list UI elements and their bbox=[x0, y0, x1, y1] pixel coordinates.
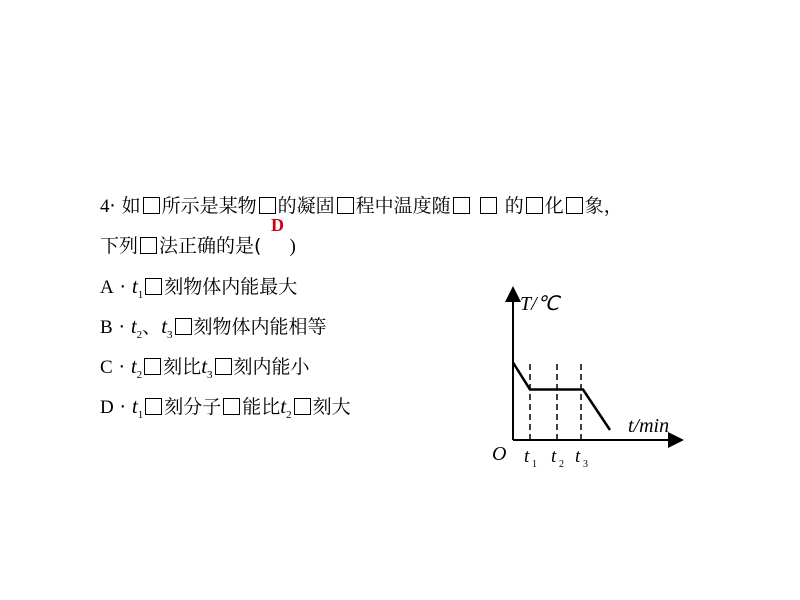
missing-char-box bbox=[223, 398, 240, 415]
missing-char-box bbox=[259, 197, 276, 214]
missing-char-box bbox=[145, 398, 162, 415]
y-axis-label: T/℃ bbox=[520, 293, 560, 315]
tick-label-t3: t bbox=[575, 446, 581, 467]
missing-char-box bbox=[143, 197, 160, 214]
missing-char-box bbox=[294, 398, 311, 415]
missing-char-box bbox=[526, 197, 543, 214]
missing-char-box bbox=[453, 197, 470, 214]
tick-labels bbox=[524, 446, 588, 470]
option-b: $B \cdot t_2$、$t_3$ 刻物体内能相等 bbox=[100, 314, 327, 341]
missing-char-box bbox=[140, 237, 157, 254]
option-d: $D \cdot t_1$ 刻分子 能比$t_2$ 刻大 bbox=[100, 394, 351, 421]
option-a: $A \cdot t_1$ 刻物体内能最大 bbox=[100, 274, 298, 301]
tick-sub-t2: 2 bbox=[559, 459, 564, 470]
missing-char-box bbox=[215, 358, 232, 375]
missing-char-box bbox=[337, 197, 354, 214]
origin-label: O bbox=[492, 443, 507, 465]
tick-sub-t3: 3 bbox=[583, 459, 588, 470]
option-c: $C \cdot t_2$ 刻比$t_3$ 刻内能小 bbox=[100, 354, 310, 381]
question-line-1: 4· 如 所示是某物 的凝固 程中温度随 的 化 象， bbox=[100, 195, 623, 217]
missing-char-box bbox=[480, 197, 497, 214]
missing-char-box bbox=[144, 358, 161, 375]
question-number: 4 bbox=[100, 196, 110, 217]
missing-char-box bbox=[175, 318, 192, 335]
tick-label-t2: t bbox=[551, 446, 557, 467]
tick-label-t1: t bbox=[524, 446, 530, 467]
tick-sub-t1: 1 bbox=[532, 459, 537, 470]
missing-char-box bbox=[145, 278, 162, 295]
temperature-curve bbox=[513, 363, 610, 431]
dashed-guides bbox=[530, 364, 581, 440]
missing-char-box bbox=[566, 197, 583, 214]
answer-mark: D bbox=[271, 215, 284, 235]
temperature-time-graph bbox=[480, 280, 690, 480]
x-axis-label: t/min bbox=[628, 415, 670, 437]
question-line-2: 下列 法正确的是( ) bbox=[100, 235, 296, 257]
